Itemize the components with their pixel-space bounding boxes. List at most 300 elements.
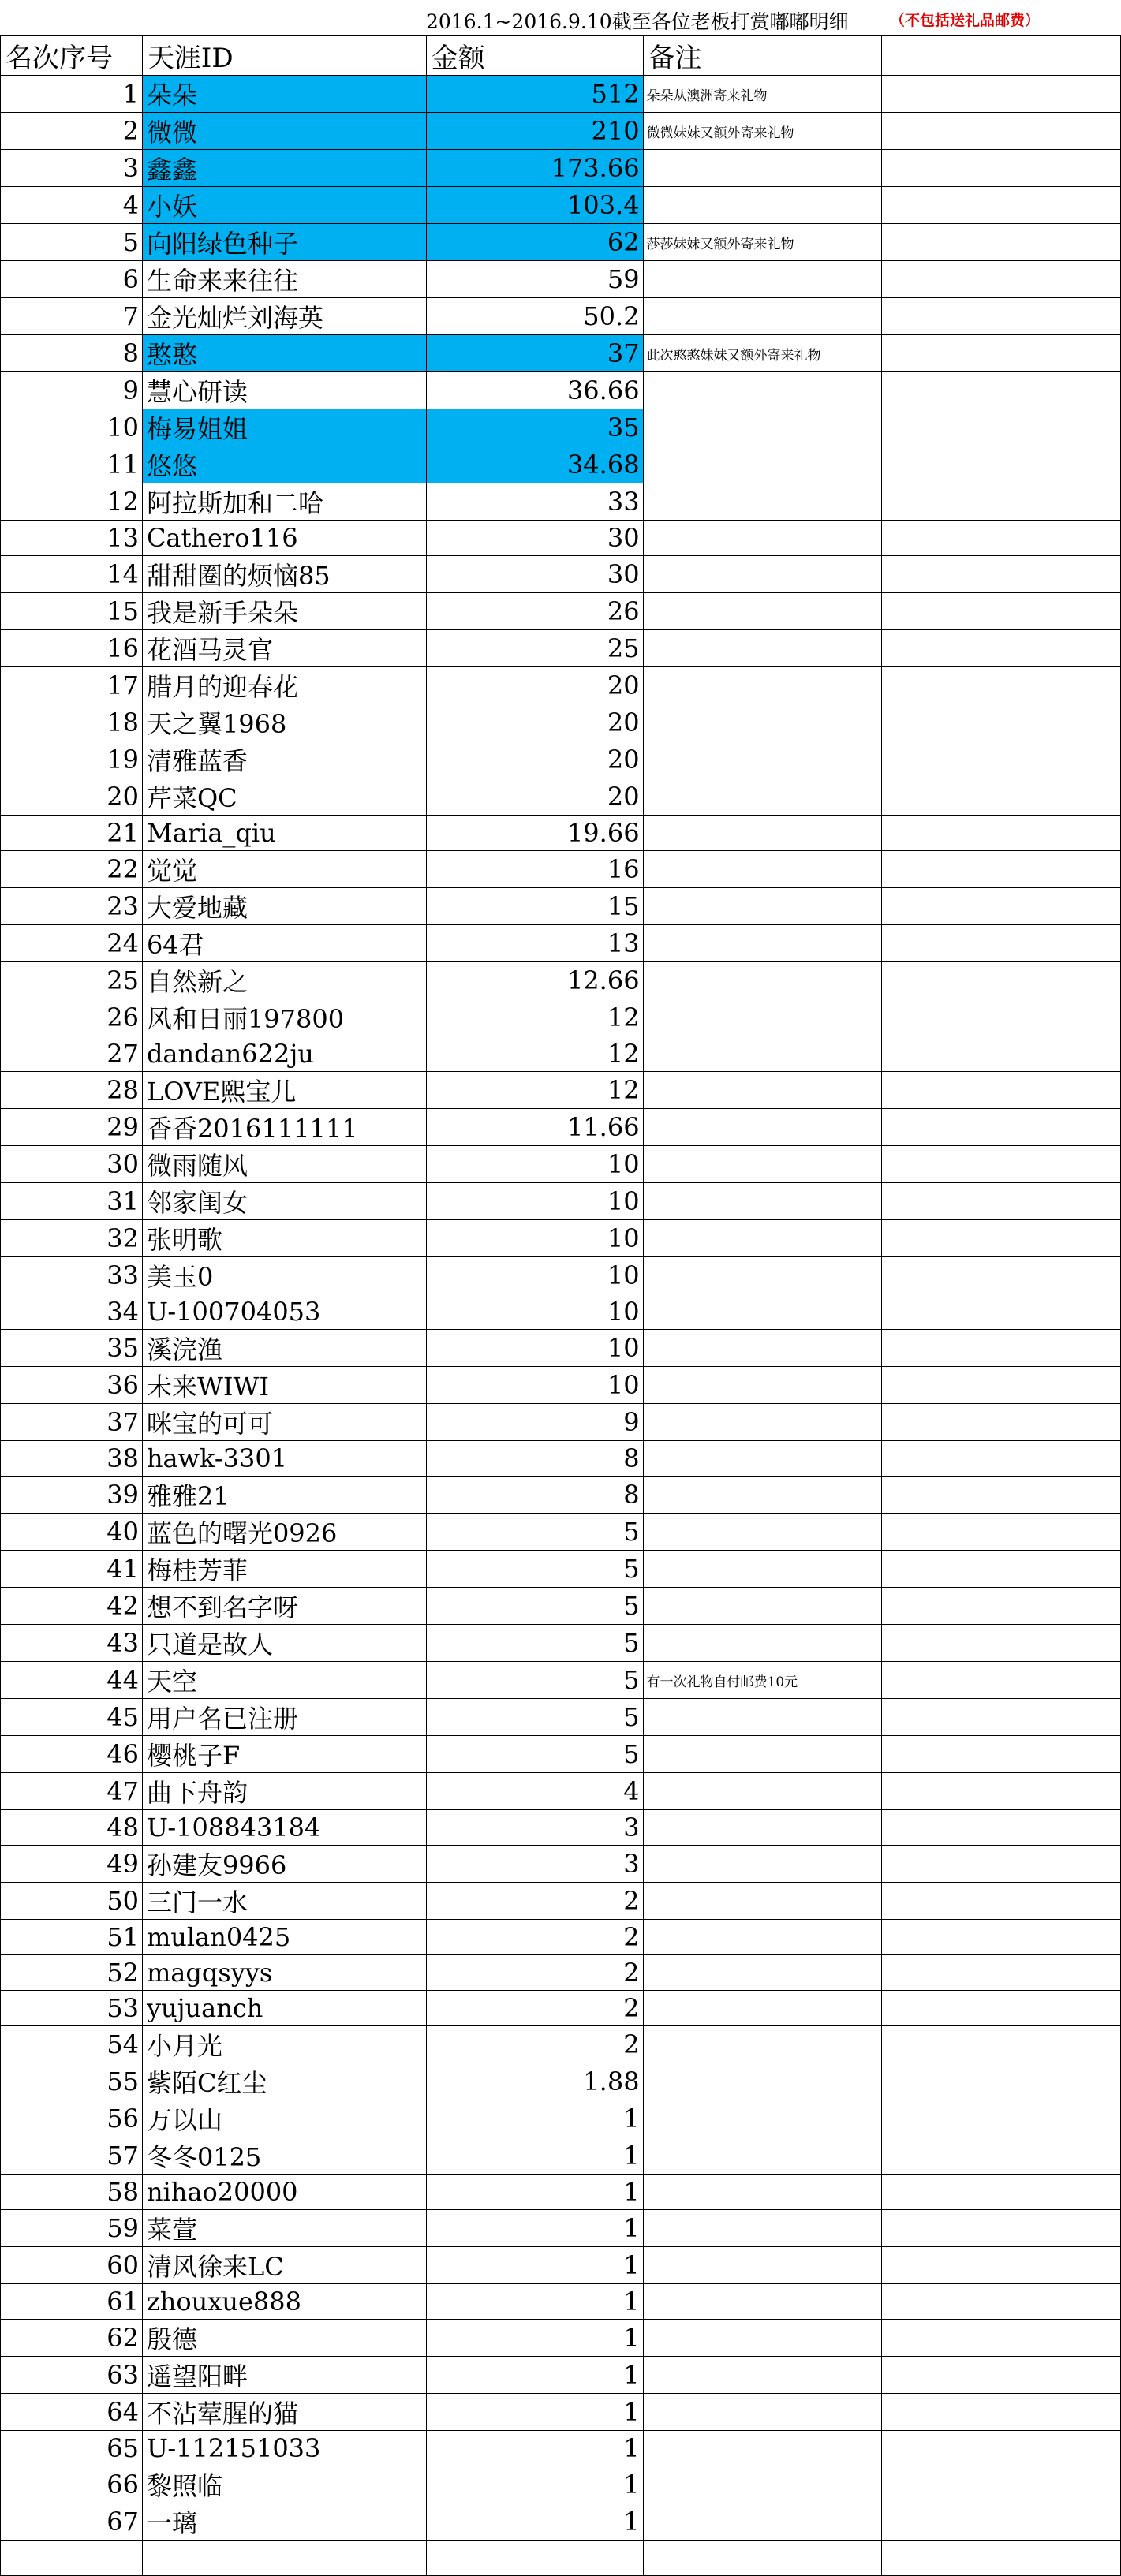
- id-cell: 觉觉: [142, 851, 426, 888]
- rank-cell: 7: [1, 298, 143, 335]
- amount-cell: 8: [426, 1477, 643, 1514]
- table-row: [1, 2284, 1121, 2320]
- amount-cell: 34.68: [426, 446, 643, 483]
- note-cell: [643, 2431, 882, 2466]
- id-cell: dandan622ju: [142, 1036, 426, 1072]
- extra-cell: [882, 187, 1121, 224]
- rank-cell: 67: [1, 2503, 143, 2541]
- extra-cell: [882, 1294, 1121, 1330]
- note-cell: [643, 521, 882, 556]
- table-row: [1, 521, 1121, 556]
- rank-cell: 43: [1, 1625, 143, 1662]
- header-row: [1, 36, 1121, 76]
- amount-cell: 35: [426, 409, 643, 446]
- extra-cell: [882, 593, 1121, 630]
- rank-cell: 17: [1, 667, 143, 704]
- title-row: [0, 0, 1121, 35]
- table-row: [1, 2100, 1121, 2137]
- table-row: [1, 76, 1121, 113]
- id-cell: 万以山: [142, 2100, 426, 2137]
- id-cell: Maria_qiu: [142, 816, 426, 851]
- table-row: [1, 1146, 1121, 1183]
- table-row: [1, 630, 1121, 667]
- id-cell: 未来WIWI: [142, 1367, 426, 1404]
- amount-cell: 512: [426, 76, 643, 113]
- note-cell: [643, 1404, 882, 1441]
- table-row: [1, 1991, 1121, 2026]
- rank-cell: 23: [1, 888, 143, 925]
- note-cell: [643, 2247, 882, 2284]
- id-cell: 紫陌C红尘: [142, 2063, 426, 2100]
- id-cell: 雅雅21: [142, 1477, 426, 1514]
- amount-cell: 30: [426, 521, 643, 556]
- extra-cell: [882, 2175, 1121, 2210]
- rank-cell: 62: [1, 2320, 143, 2357]
- extra-cell: [882, 2466, 1121, 2503]
- note-cell: [643, 1330, 882, 1367]
- id-cell: 梅易姐姐: [142, 409, 426, 446]
- id-cell: mulan0425: [142, 1920, 426, 1955]
- id-cell: 殷德: [142, 2320, 426, 2357]
- table-row: [1, 1036, 1121, 1072]
- id-cell: U-108843184: [142, 1810, 426, 1846]
- amount-cell: 10: [426, 1183, 643, 1220]
- rank-cell: 55: [1, 2063, 143, 2100]
- amount-cell: 59: [426, 261, 643, 298]
- rank-cell: 51: [1, 1920, 143, 1955]
- id-cell: 憨憨: [142, 335, 426, 372]
- table-row: [1, 888, 1121, 925]
- rank-cell: 59: [1, 2210, 143, 2247]
- extra-cell: [882, 630, 1121, 667]
- id-cell: 曲下舟韵: [142, 1773, 426, 1810]
- id-cell: 梅桂芳菲: [142, 1551, 426, 1588]
- id-cell: U-112151033: [142, 2431, 426, 2466]
- table-row: [1, 2247, 1121, 2284]
- note-cell: [643, 298, 882, 335]
- table-row: [1, 1072, 1121, 1109]
- amount-cell: 26: [426, 593, 643, 630]
- amount-cell: 50.2: [426, 298, 643, 335]
- rank-cell: 15: [1, 593, 143, 630]
- id-cell: 想不到名字呀: [142, 1588, 426, 1625]
- extra-cell: [882, 1810, 1121, 1846]
- extra-cell: [882, 925, 1121, 962]
- sheet-title: 2016.1~2016.9.10截至各位老板打赏嘟嘟明细: [426, 10, 849, 33]
- amount-cell: 12.66: [426, 962, 643, 999]
- rank-cell: 26: [1, 999, 143, 1036]
- extra-cell: [882, 113, 1121, 150]
- rank-cell: 3: [1, 150, 143, 187]
- amount-cell: 5: [426, 1736, 643, 1773]
- note-cell: [643, 1514, 882, 1551]
- note-cell: [643, 261, 882, 298]
- note-cell: [643, 1810, 882, 1846]
- rank-cell: 14: [1, 556, 143, 593]
- amount-cell: 10: [426, 1330, 643, 1367]
- id-cell: 大爱地藏: [142, 888, 426, 925]
- id-cell: 自然新之: [142, 962, 426, 999]
- id-cell: 不沾荤腥的猫: [142, 2394, 426, 2431]
- extra-cell: [882, 1146, 1121, 1183]
- rank-cell: 46: [1, 1736, 143, 1773]
- rank-cell: 50: [1, 1883, 143, 1920]
- table-row: [1, 1662, 1121, 1699]
- extra-cell: [882, 741, 1121, 778]
- rank-cell: 18: [1, 704, 143, 741]
- note-cell: [643, 2026, 882, 2063]
- note-cell: [643, 1183, 882, 1220]
- extra-cell: [882, 1514, 1121, 1551]
- table-row: [1, 1625, 1121, 1662]
- amount-cell: 2: [426, 2026, 643, 2063]
- id-cell: 风和日丽197800: [142, 999, 426, 1036]
- rank-cell: 56: [1, 2100, 143, 2137]
- id-cell: 微雨随风: [142, 1146, 426, 1183]
- rank-cell: 8: [1, 335, 143, 372]
- extra-cell: [882, 1257, 1121, 1294]
- table-row: [1, 113, 1121, 150]
- amount-cell: 1: [426, 2503, 643, 2541]
- table-row: [1, 1257, 1121, 1294]
- extra-cell: [882, 2431, 1121, 2466]
- rank-cell: 54: [1, 2026, 143, 2063]
- donation-table: [0, 35, 1121, 2576]
- amount-cell: 16: [426, 851, 643, 888]
- note-cell: [643, 2284, 882, 2320]
- extra-cell: [882, 556, 1121, 593]
- table-row: [1, 667, 1121, 704]
- amount-cell: 103.4: [426, 187, 643, 224]
- extra-cell: [882, 1991, 1121, 2026]
- rank-cell: 49: [1, 1846, 143, 1883]
- table-row: [1, 261, 1121, 298]
- rank-cell: 31: [1, 1183, 143, 1220]
- amount-cell: 2: [426, 1955, 643, 1991]
- id-cell: 小月光: [142, 2026, 426, 2063]
- rank-cell: 40: [1, 1514, 143, 1551]
- table-row: [1, 1367, 1121, 1404]
- table-row: [1, 2394, 1121, 2431]
- amount-cell: 3: [426, 1846, 643, 1883]
- note-cell: [643, 2137, 882, 2175]
- id-cell: U-100704053: [142, 1294, 426, 1330]
- note-cell: [643, 999, 882, 1036]
- table-row: [1, 2026, 1121, 2063]
- note-cell: [643, 704, 882, 741]
- note-cell: [643, 962, 882, 999]
- rank-cell: 19: [1, 741, 143, 778]
- id-cell: 一璃: [142, 2503, 426, 2541]
- table-row: [1, 446, 1121, 483]
- id-cell: hawk-3301: [142, 1441, 426, 1477]
- rank-cell: 28: [1, 1072, 143, 1109]
- note-cell: [643, 851, 882, 888]
- id-cell: 向阳绿色种子: [142, 224, 426, 261]
- table-row: [1, 372, 1121, 409]
- note-cell: [643, 2063, 882, 2100]
- amount-cell: 8: [426, 1441, 643, 1477]
- amount-cell: 1: [426, 2357, 643, 2394]
- rank-cell: 4: [1, 187, 143, 224]
- id-cell: magqsyys: [142, 1955, 426, 1991]
- note-cell: [643, 1551, 882, 1588]
- amount-cell: 62: [426, 224, 643, 261]
- header-note: 备注: [643, 36, 882, 76]
- rank-cell: 12: [1, 483, 143, 521]
- note-cell: [643, 1846, 882, 1883]
- extra-cell: [882, 1588, 1121, 1625]
- table-row: [1, 1514, 1121, 1551]
- extra-cell: [882, 1883, 1121, 1920]
- extra-cell: [882, 1736, 1121, 1773]
- table-row: [1, 187, 1121, 224]
- extra-cell: [882, 1477, 1121, 1514]
- note-cell: [643, 556, 882, 593]
- table-row: [1, 1551, 1121, 1588]
- rank-cell: 38: [1, 1441, 143, 1477]
- table-row: [1, 1883, 1121, 1920]
- extra-cell: [882, 1220, 1121, 1257]
- table-row: [1, 2210, 1121, 2247]
- blank-cell: [882, 2541, 1121, 2576]
- table-row: [1, 1699, 1121, 1736]
- amount-cell: 1: [426, 2394, 643, 2431]
- amount-cell: 10: [426, 1146, 643, 1183]
- amount-cell: 13: [426, 925, 643, 962]
- extra-cell: [882, 372, 1121, 409]
- extra-cell: [882, 816, 1121, 851]
- extra-cell: [882, 2284, 1121, 2320]
- id-cell: Cathero116: [142, 521, 426, 556]
- amount-cell: 25: [426, 630, 643, 667]
- table-row: [1, 2466, 1121, 2503]
- note-cell: 朵朵从澳洲寄来礼物: [643, 76, 882, 113]
- note-cell: [643, 1036, 882, 1072]
- table-row: [1, 556, 1121, 593]
- note-cell: [643, 1294, 882, 1330]
- note-cell: [643, 778, 882, 816]
- rank-cell: 11: [1, 446, 143, 483]
- amount-cell: 5: [426, 1551, 643, 1588]
- rank-cell: 34: [1, 1294, 143, 1330]
- note-cell: [643, 2100, 882, 2137]
- blank-cell: [426, 2541, 643, 2576]
- note-cell: [643, 888, 882, 925]
- amount-cell: 173.66: [426, 150, 643, 187]
- id-cell: 花酒马灵官: [142, 630, 426, 667]
- table-row: [1, 2137, 1121, 2175]
- table-row: [1, 962, 1121, 999]
- rank-cell: 57: [1, 2137, 143, 2175]
- sheet-title-note: （不包括送礼品邮费）: [890, 12, 1041, 29]
- table-row: [1, 1330, 1121, 1367]
- amount-cell: 5: [426, 1514, 643, 1551]
- note-cell: [643, 741, 882, 778]
- rank-cell: 58: [1, 2175, 143, 2210]
- id-cell: 64君: [142, 925, 426, 962]
- extra-cell: [882, 851, 1121, 888]
- amount-cell: 15: [426, 888, 643, 925]
- note-cell: 莎莎妹妹又额外寄来礼物: [643, 224, 882, 261]
- note-cell: [643, 816, 882, 851]
- table-row: [1, 1220, 1121, 1257]
- extra-cell: [882, 1109, 1121, 1146]
- note-cell: [643, 925, 882, 962]
- id-cell: 我是新手朵朵: [142, 593, 426, 630]
- id-cell: 清雅蓝香: [142, 741, 426, 778]
- header-amount: 金额: [426, 36, 643, 76]
- table-row: [1, 704, 1121, 741]
- rank-cell: 25: [1, 962, 143, 999]
- extra-cell: [882, 261, 1121, 298]
- amount-cell: 20: [426, 667, 643, 704]
- extra-cell: [882, 1625, 1121, 1662]
- amount-cell: 1: [426, 2175, 643, 2210]
- id-cell: 只道是故人: [142, 1625, 426, 1662]
- header-rank: 名次序号: [1, 36, 143, 76]
- note-cell: [643, 1220, 882, 1257]
- table-row: [1, 409, 1121, 446]
- extra-cell: [882, 298, 1121, 335]
- id-cell: 溪浣渔: [142, 1330, 426, 1367]
- amount-cell: 30: [426, 556, 643, 593]
- note-cell: [643, 1146, 882, 1183]
- amount-cell: 5: [426, 1699, 643, 1736]
- rank-cell: 35: [1, 1330, 143, 1367]
- table-row: [1, 1183, 1121, 1220]
- extra-cell: [882, 2503, 1121, 2541]
- note-cell: [643, 446, 882, 483]
- table-row: [1, 1109, 1121, 1146]
- rank-cell: 63: [1, 2357, 143, 2394]
- extra-cell: [882, 446, 1121, 483]
- amount-cell: 2: [426, 1883, 643, 1920]
- rank-cell: 42: [1, 1588, 143, 1625]
- id-cell: 菜萱: [142, 2210, 426, 2247]
- extra-cell: [882, 521, 1121, 556]
- rank-cell: 22: [1, 851, 143, 888]
- note-cell: [643, 667, 882, 704]
- note-cell: [643, 1920, 882, 1955]
- id-cell: 邻家闺女: [142, 1183, 426, 1220]
- rank-cell: 6: [1, 261, 143, 298]
- note-cell: [643, 1773, 882, 1810]
- table-row: [1, 1441, 1121, 1477]
- table-row: [1, 1810, 1121, 1846]
- amount-cell: 5: [426, 1625, 643, 1662]
- table-row: [1, 2175, 1121, 2210]
- rank-cell: 9: [1, 372, 143, 409]
- table-row: [1, 1294, 1121, 1330]
- note-cell: [643, 2175, 882, 2210]
- id-cell: 美玉0: [142, 1257, 426, 1294]
- table-row: [1, 1955, 1121, 1991]
- amount-cell: 20: [426, 778, 643, 816]
- note-cell: [643, 1367, 882, 1404]
- extra-cell: [882, 999, 1121, 1036]
- rank-cell: 16: [1, 630, 143, 667]
- id-cell: 鑫鑫: [142, 150, 426, 187]
- rank-cell: 32: [1, 1220, 143, 1257]
- table-row: [1, 1846, 1121, 1883]
- note-cell: [643, 1588, 882, 1625]
- rank-cell: 47: [1, 1773, 143, 1810]
- id-cell: nihao20000: [142, 2175, 426, 2210]
- id-cell: 遥望阳畔: [142, 2357, 426, 2394]
- id-cell: 张明歌: [142, 1220, 426, 1257]
- table-row: [1, 1736, 1121, 1773]
- extra-cell: [882, 667, 1121, 704]
- note-cell: [643, 593, 882, 630]
- rank-cell: 66: [1, 2466, 143, 2503]
- extra-cell: [882, 483, 1121, 521]
- amount-cell: 12: [426, 1036, 643, 1072]
- table-row: [1, 1773, 1121, 1810]
- amount-cell: 10: [426, 1220, 643, 1257]
- rank-cell: 48: [1, 1810, 143, 1846]
- rank-cell: 41: [1, 1551, 143, 1588]
- extra-cell: [882, 224, 1121, 261]
- amount-cell: 2: [426, 1991, 643, 2026]
- rank-cell: 44: [1, 1662, 143, 1699]
- rank-cell: 53: [1, 1991, 143, 2026]
- table-row: [1, 925, 1121, 962]
- blank-cell: [643, 2541, 882, 2576]
- id-cell: 冬冬0125: [142, 2137, 426, 2175]
- id-cell: 微微: [142, 113, 426, 150]
- blank-row: [1, 2541, 1121, 2576]
- id-cell: 三门一水: [142, 1883, 426, 1920]
- extra-cell: [882, 1367, 1121, 1404]
- rank-cell: 60: [1, 2247, 143, 2284]
- extra-cell: [882, 1551, 1121, 1588]
- amount-cell: 33: [426, 483, 643, 521]
- table-row: [1, 1404, 1121, 1441]
- id-cell: 小妖: [142, 187, 426, 224]
- extra-cell: [882, 1404, 1121, 1441]
- extra-cell: [882, 1846, 1121, 1883]
- table-row: [1, 1920, 1121, 1955]
- extra-cell: [882, 335, 1121, 372]
- id-cell: 阿拉斯加和二哈: [142, 483, 426, 521]
- note-cell: [643, 1625, 882, 1662]
- extra-cell: [882, 1183, 1121, 1220]
- rank-cell: 36: [1, 1367, 143, 1404]
- table-row: [1, 2431, 1121, 2466]
- table-row: [1, 851, 1121, 888]
- note-cell: [643, 1257, 882, 1294]
- id-cell: 天空: [142, 1662, 426, 1699]
- note-cell: [643, 372, 882, 409]
- table-row: [1, 999, 1121, 1036]
- rank-cell: 39: [1, 1477, 143, 1514]
- blank-cell: [1, 2541, 143, 2576]
- amount-cell: 1: [426, 2466, 643, 2503]
- id-cell: 慧心研读: [142, 372, 426, 409]
- id-cell: 樱桃子F: [142, 1736, 426, 1773]
- id-cell: 芹菜QC: [142, 778, 426, 816]
- note-cell: [643, 1477, 882, 1514]
- amount-cell: 4: [426, 1773, 643, 1810]
- rank-cell: 29: [1, 1109, 143, 1146]
- note-cell: [643, 1441, 882, 1477]
- extra-cell: [882, 1773, 1121, 1810]
- note-cell: [643, 2394, 882, 2431]
- table-row: [1, 298, 1121, 335]
- rank-cell: 1: [1, 76, 143, 113]
- amount-cell: 1: [426, 2100, 643, 2137]
